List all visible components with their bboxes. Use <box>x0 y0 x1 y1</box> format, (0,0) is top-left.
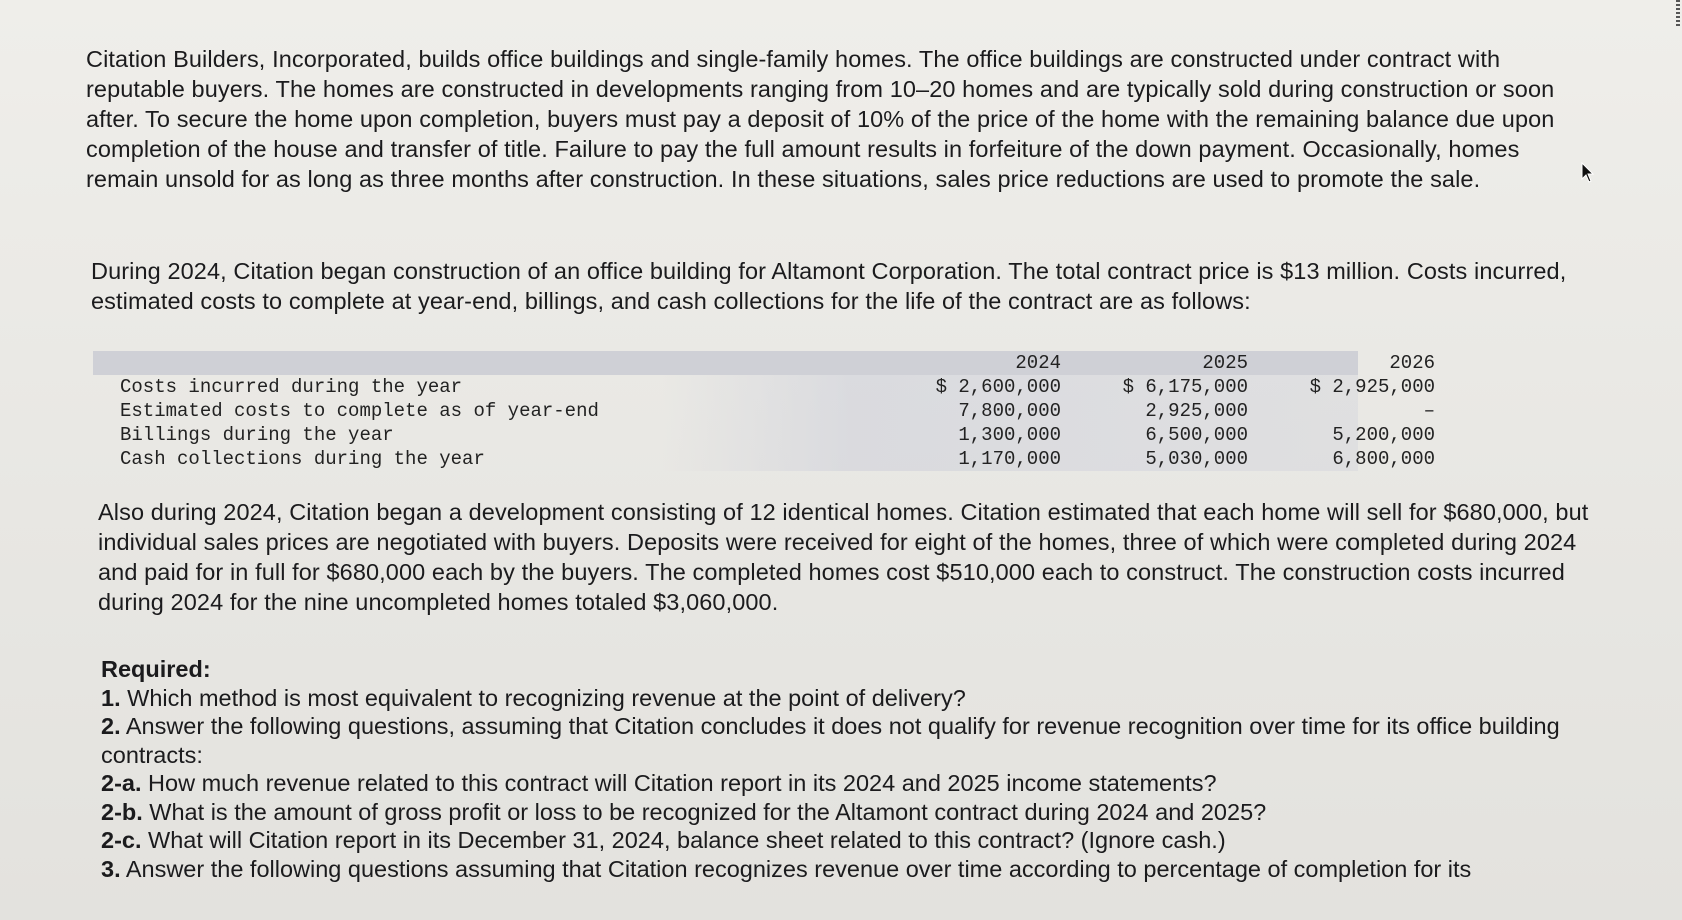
mouse-pointer-icon <box>1581 162 1595 184</box>
table-row <box>93 423 1435 447</box>
item-number: 3. <box>101 855 121 882</box>
header-2026: 2026 <box>1389 352 1435 374</box>
item-number: 2-c. <box>101 827 142 853</box>
row-value-2025: $ 6,175,000 <box>1122 376 1248 398</box>
intro-paragraph: Citation Builders, Incorporated, builds office buildings and single-family homes. The office buildings are constructed under contract with reputable buyers. The homes are constructed in developments ranging from 10–20 homes and are typically sold during construction or soon after. To secure the home upon completion, buyers must pay a deposit of 10% of the price of the home with the remaining balance due upon completion of the house and transfer of title. Failure to pay the full amount results in forfeiture of the down payment. Occasionally, homes remain unsold for as long as three months after construction. In these situations, sales price reductions are used to promote the sale. <box>86 46 1555 192</box>
row-value-2025: 6,500,000 <box>1145 424 1248 446</box>
row-value-2024: 1,300,000 <box>958 424 1061 446</box>
row-value-2025: 5,030,000 <box>1145 448 1248 470</box>
item-text: How much revenue related to this contract will Citation report in its 2024 and 2025 income statements? <box>141 770 1217 796</box>
item-number: 1. <box>101 684 121 711</box>
row-label: Costs incurred during the year <box>120 376 463 398</box>
item-text: Which method is most equivalent to recognizing revenue at the point of delivery? <box>120 684 966 711</box>
table-header-row <box>93 351 1435 375</box>
row-value-2024: $ 2,600,000 <box>935 376 1061 398</box>
row-value-2024: 7,800,000 <box>958 400 1061 422</box>
row-label: Estimated costs to complete as of year-end <box>120 400 599 422</box>
row-value-2026: $ 2,925,000 <box>1309 376 1435 398</box>
required-title: Required: <box>101 656 211 682</box>
required-item <box>101 712 1601 769</box>
table-row <box>93 399 1435 423</box>
item-number: 2-a. <box>101 770 142 796</box>
table-row <box>93 375 1435 399</box>
homes-paragraph: Also during 2024, Citation began a development consisting of 12 identical homes. Citation estimated that each home will sell for $680,000, but individual sales prices are negotiated with buyers. Deposits were received for eight of the homes, three of which were completed during 2024 and paid for in full for $680,000 each by the buyers. The completed homes cost $510,000 each to construct. The construction costs incurred during 2024 for the nine uncompleted homes totaled $3,060,000. <box>98 499 1589 615</box>
contract-paragraph: During 2024, Citation began construction of an office building for Altamont Corporation. The total contract price is $13 million. Costs incurred, estimated costs to complete at year-end, billings, and cash collections for the life of the contract are as follows: <box>91 258 1567 314</box>
row-value-2026: – <box>1423 400 1435 422</box>
item-number: 2-b. <box>101 798 143 825</box>
item-text: What is the amount of gross profit or loss to be recognized for the Altamont contract during 2024 and 2025? <box>142 798 1267 825</box>
header-2024: 2024 <box>1015 352 1061 374</box>
required-item <box>101 855 1601 884</box>
required-section <box>101 655 1601 883</box>
item-text: What will Citation report in its December 31, 2024, balance sheet related to this contract? (Ignore cash.) <box>141 827 1226 853</box>
item-number: 2. <box>101 713 121 739</box>
required-item <box>101 798 1601 827</box>
required-item <box>101 769 1601 798</box>
row-value-2026: 6,800,000 <box>1332 448 1435 470</box>
table-row <box>93 447 1435 471</box>
header-2025: 2025 <box>1202 352 1248 374</box>
required-item <box>101 684 1601 713</box>
item-text: Answer the following questions, assuming that Citation concludes it does not qualify for revenue recognition over time for its office building contracts: <box>101 713 1560 768</box>
scrollbar-edge[interactable] <box>1676 0 1680 28</box>
item-text: Answer the following questions assuming that Citation recognizes revenue over time according to percentage of completion for its <box>120 855 1472 882</box>
row-value-2025: 2,925,000 <box>1145 400 1248 422</box>
row-value-2024: 1,170,000 <box>958 448 1061 470</box>
required-item <box>101 826 1601 855</box>
row-value-2026: 5,200,000 <box>1332 424 1435 446</box>
row-label: Cash collections during the year <box>120 448 485 470</box>
row-label: Billings during the year <box>120 424 394 446</box>
